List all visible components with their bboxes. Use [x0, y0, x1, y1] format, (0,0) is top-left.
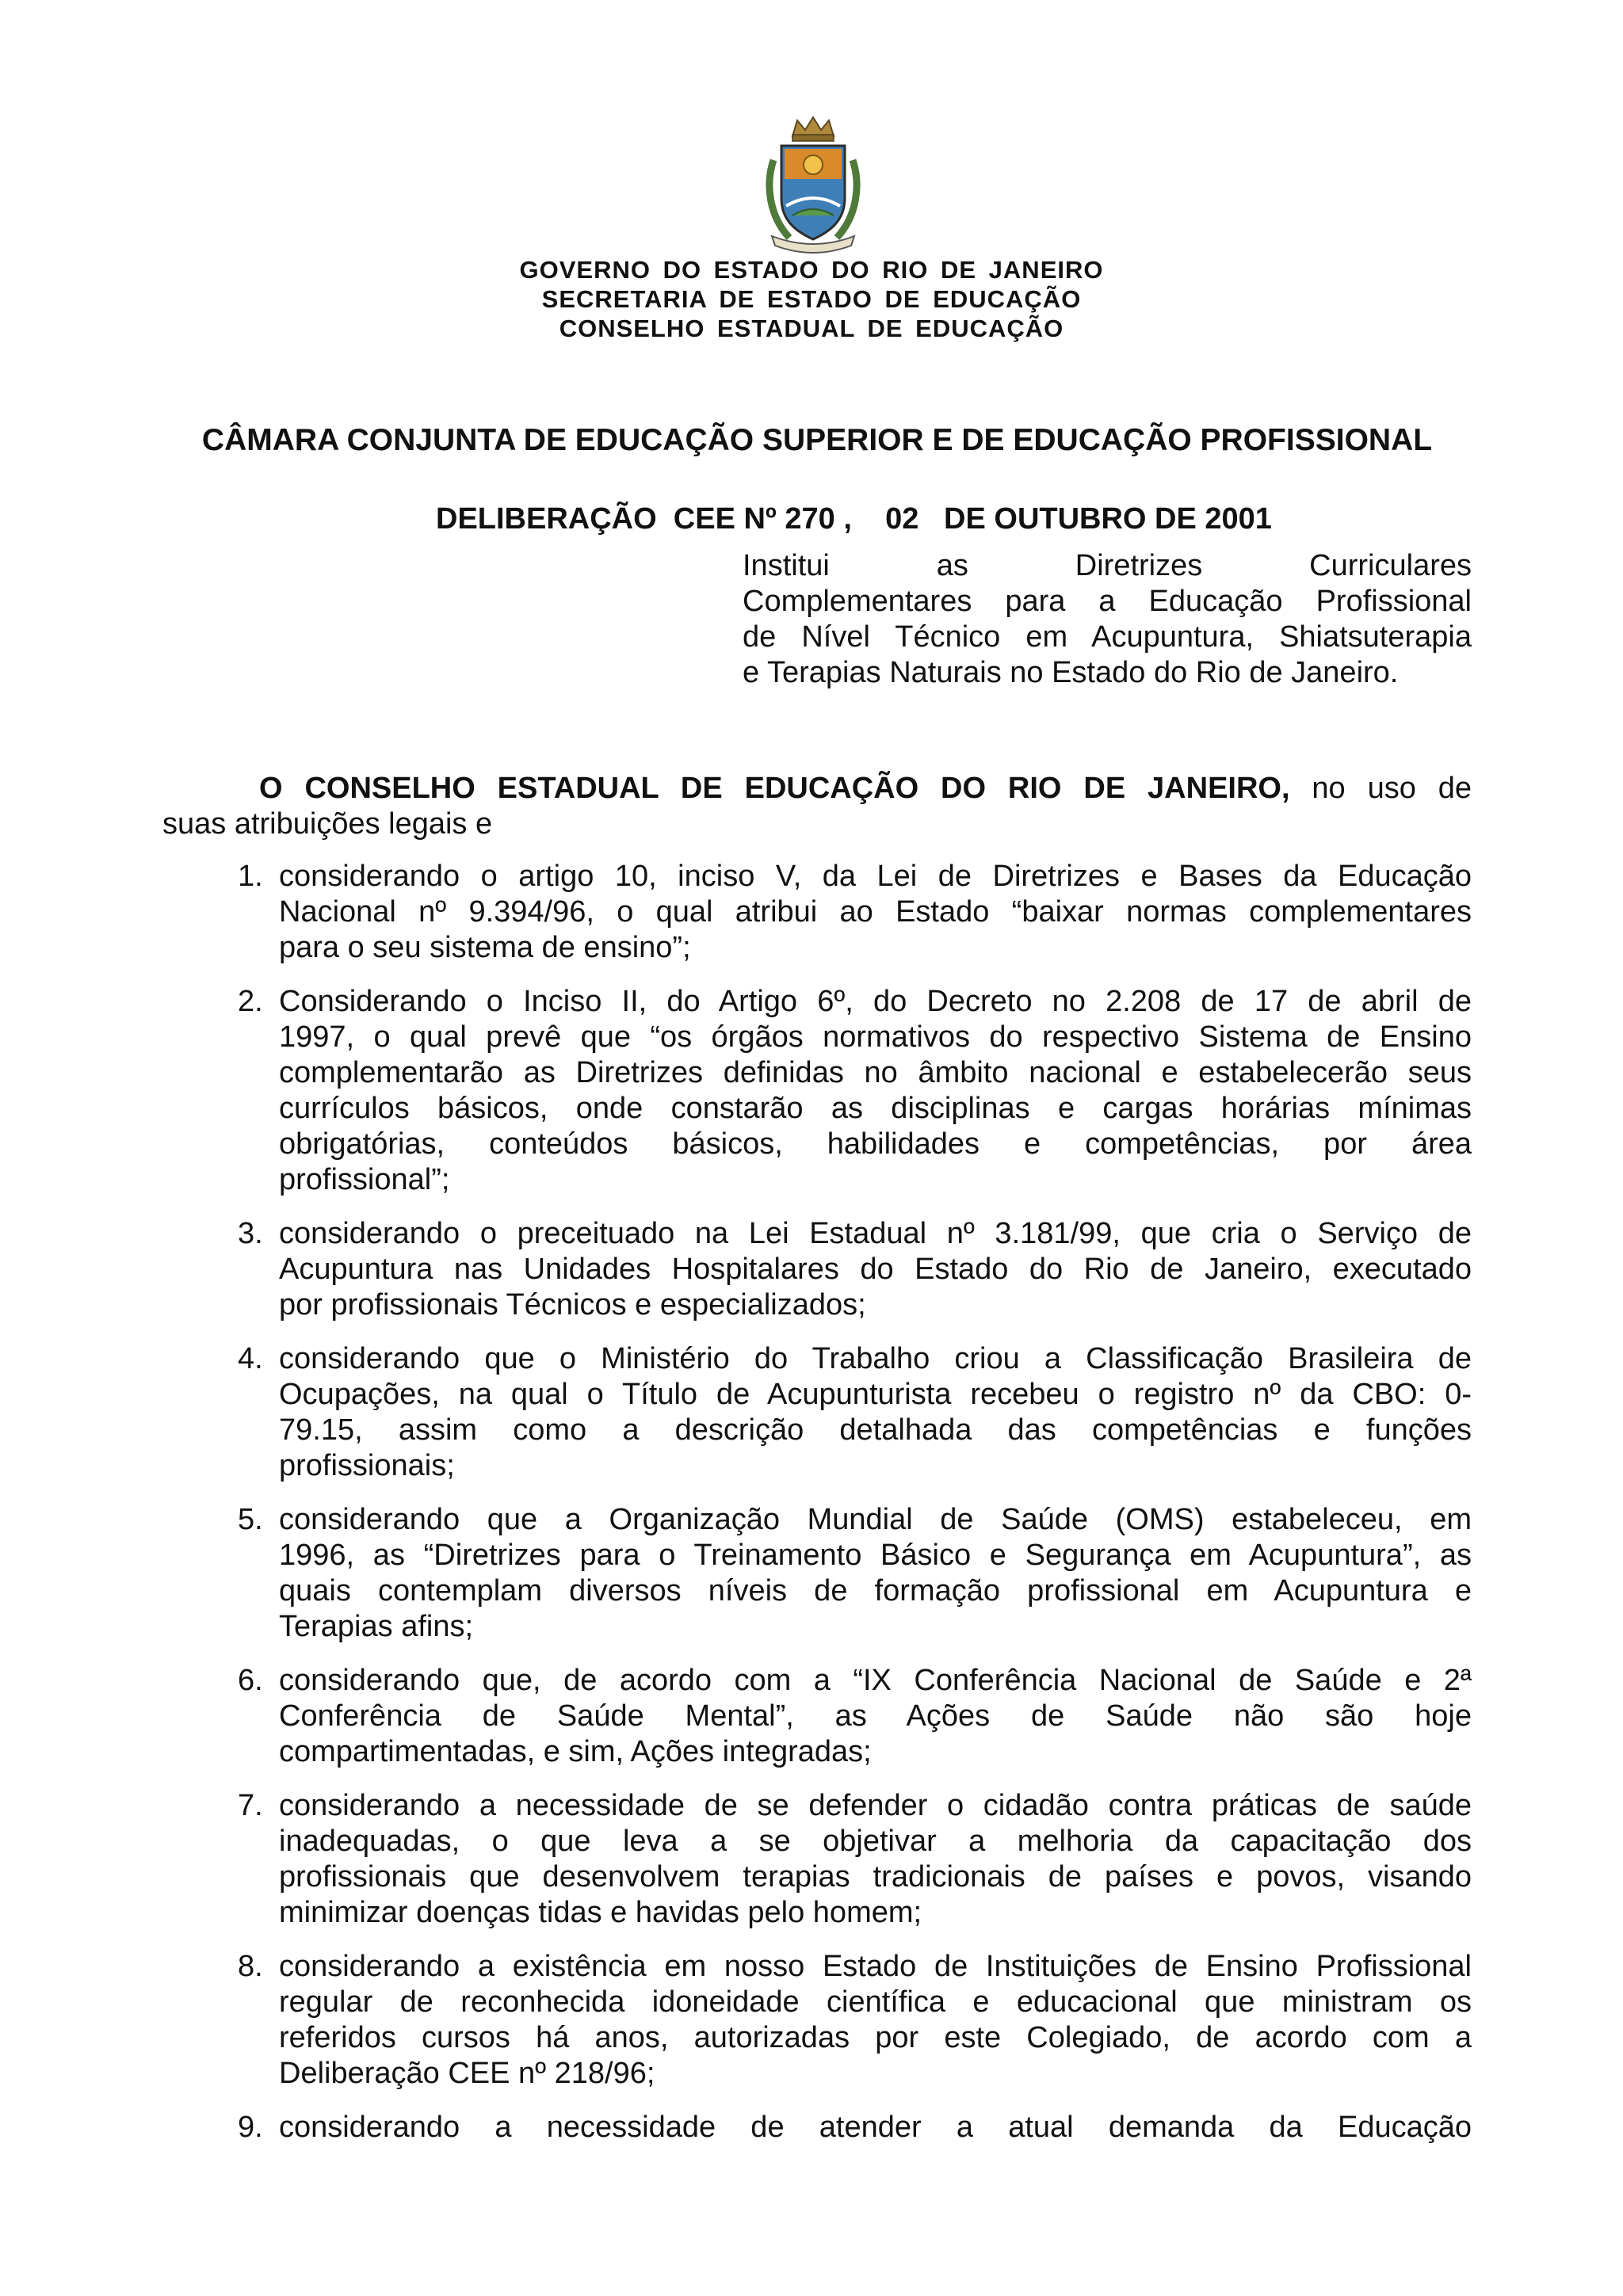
list-item-line: Nacional nº 9.394/96, o qual atribui ao Estado “baixar normas complementares: [279, 895, 1472, 929]
list-item-line: 1997, o qual prevê que “os órgãos normativos do respectivo Sistema de Ensino: [279, 1020, 1472, 1054]
list-item-text: [279, 1949, 1472, 2092]
list-item-line: compartimentadas, e sim, Ações integradas;: [279, 1735, 872, 1768]
list-item-text: [279, 1502, 1472, 1645]
summary-line: Complementares para a Educação Profissional: [743, 585, 1472, 618]
list-item-number: 6.: [238, 1664, 263, 1697]
list-item-line: 79.15, assim como a descrição detalhada das competências e funções: [279, 1413, 1472, 1447]
list-item-line: por profissionais Técnicos e especializados;: [279, 1288, 866, 1322]
list-item-number: 7.: [238, 1789, 263, 1822]
preamble: [162, 771, 1472, 842]
list-item-line: considerando que, de acordo com a “IX Conferência Nacional de Saúde e 2ª: [279, 1664, 1472, 1697]
deliberation-title: DELIBERAÇÃO CEE Nº 270 , 02 DE OUTUBRO DE 2001: [436, 502, 1272, 536]
list-item-text: [279, 1788, 1472, 1931]
list-item-number: 2.: [238, 985, 263, 1018]
list-item-line: considerando a necessidade de se defender o cidadão contra práticas de saúde: [279, 1789, 1472, 1822]
list-item-line: profissionais que desenvolvem terapias tradicionais de países e povos, visando: [279, 1860, 1472, 1894]
summary-line: e Terapias Naturais no Estado do Rio de Janeiro.: [743, 656, 1399, 689]
list-item-line: Considerando o Inciso II, do Artigo 6º, do Decreto no 2.208 de 17 de abril de: [279, 985, 1472, 1018]
preamble-text: no uso de: [1289, 772, 1472, 805]
list-item-line: profissionais;: [279, 1449, 455, 1482]
list-item-text: [279, 1216, 1472, 1323]
list-item-line: Acupuntura nas Unidades Hospitalares do Estado do Rio de Janeiro, executado: [279, 1253, 1472, 1286]
list-item-line: considerando que o Ministério do Trabalho criou a Classificação Brasileira de: [279, 1342, 1472, 1375]
list-item-text: [279, 2110, 1472, 2145]
summary-line: de Nível Técnico em Acupuntura, Shiatsuterapia: [743, 620, 1472, 654]
list-item-number: 3.: [238, 1217, 263, 1250]
list-item-line: complementarão as Diretrizes definidas no âmbito nacional e estabelecerão seus: [279, 1056, 1472, 1089]
list-item-line: 1996, as “Diretrizes para o Treinamento Básico e Segurança em Acupuntura”, as: [279, 1539, 1472, 1572]
list-item-line: referidos cursos há anos, autorizadas por este Colegiado, de acordo com a: [279, 2021, 1472, 2054]
list-item-line: inadequadas, o que leva a se objetivar a melhoria da capacitação dos: [279, 1825, 1472, 1858]
list-item-line: considerando a existência em nosso Estado de Instituições de Ensino Profissional: [279, 1950, 1472, 1983]
preamble-line: [162, 771, 1472, 807]
deliberation-summary: [743, 548, 1472, 691]
list-item-text: [279, 1663, 1472, 1770]
council-name: O CONSELHO ESTADUAL DE EDUCAÇÃO DO RIO DE JANEIRO,: [259, 772, 1290, 805]
list-item-number: 5.: [238, 1503, 263, 1536]
summary-line: Institui as Diretrizes Curriculares: [743, 549, 1472, 582]
chamber-title: CÂMARA CONJUNTA DE EDUCAÇÃO SUPERIOR E DE EDUCAÇÃO PROFISSIONAL: [201, 423, 1433, 457]
list-item-number: 8.: [238, 1950, 263, 1983]
list-item-text: [279, 984, 1472, 1198]
coat-of-arms-icon: [758, 113, 869, 254]
list-item-line: considerando o preceituado na Lei Estadual nº 3.181/99, que cria o Serviço de: [279, 1217, 1472, 1250]
list-item-number: 9.: [238, 2111, 263, 2144]
list-item-line: regular de reconhecida idoneidade científica e educacional que ministram os: [279, 1985, 1472, 2019]
list-item-number: 1.: [238, 860, 263, 893]
preamble-line: suas atribuições legais e: [162, 807, 493, 841]
list-item-line: considerando o artigo 10, inciso V, da Lei de Diretrizes e Bases da Educação: [279, 860, 1472, 893]
list-item-line: para o seu sistema de ensino”;: [279, 931, 691, 964]
list-item-text: [279, 1341, 1472, 1484]
list-item-line: profissional”;: [279, 1163, 450, 1196]
list-item-line: quais contemplam diversos níveis de formação profissional em Acupuntura e: [279, 1574, 1472, 1608]
list-item-line: currículos básicos, onde constarão as disciplinas e cargas horárias mínimas: [279, 1092, 1472, 1125]
header-council: CONSELHO ESTADUAL DE EDUCAÇÃO: [559, 315, 1064, 342]
list-item-line: considerando que a Organização Mundial de Saúde (OMS) estabeleceu, em: [279, 1503, 1472, 1536]
list-item-number: 4.: [238, 1342, 263, 1375]
list-item-line: considerando a necessidade de atender a atual demanda da Educação: [279, 2111, 1472, 2144]
list-item-line: minimizar doenças tidas e havidas pelo homem;: [279, 1896, 922, 1929]
list-item-text: [279, 859, 1472, 966]
header-government: GOVERNO DO ESTADO DO RIO DE JANEIRO: [519, 256, 1104, 284]
list-item-line: Terapias afins;: [279, 1610, 474, 1643]
list-item-line: Deliberação CEE nº 218/96;: [279, 2057, 655, 2090]
list-item-line: obrigatórias, conteúdos básicos, habilidades e competências, por área: [279, 1127, 1472, 1161]
header-secretariat: SECRETARIA DE ESTADO DE EDUCAÇÃO: [541, 285, 1082, 313]
list-item-line: Ocupações, na qual o Título de Acupunturista recebeu o registro nº da CBO: 0-: [279, 1378, 1472, 1411]
list-item-line: Conferência de Saúde Mental”, as Ações de Saúde não são hoje: [279, 1699, 1472, 1733]
